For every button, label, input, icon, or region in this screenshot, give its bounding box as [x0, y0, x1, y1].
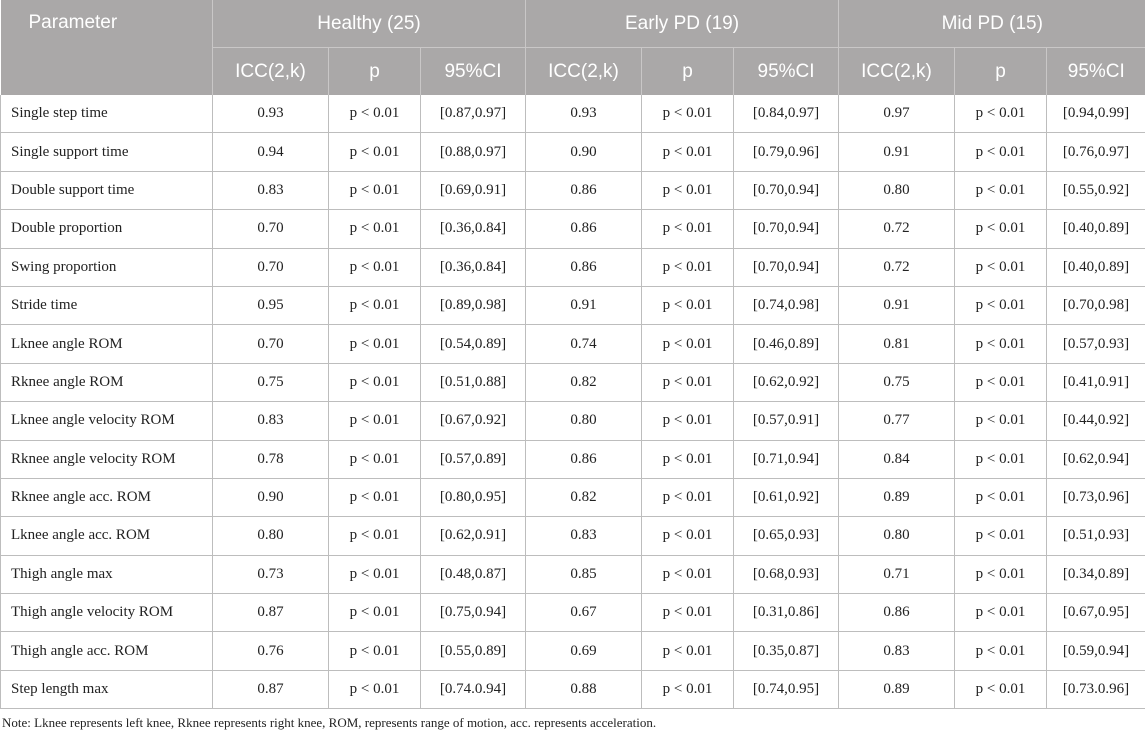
cell-icc: 0.83: [839, 632, 955, 670]
cell-p-value: p < 0.01: [642, 248, 734, 286]
table-header: [1, 0, 1145, 95]
cell-p-value: p < 0.01: [955, 555, 1047, 593]
cell-ci: [0.55,0.92]: [1047, 171, 1145, 209]
cell-icc: 0.80: [839, 171, 955, 209]
cell-p-value: p < 0.01: [329, 670, 421, 708]
cell-p-value: p < 0.01: [955, 632, 1047, 670]
cell-ci: [0.61,0.92]: [734, 478, 839, 516]
cell-ci: [0.57,0.93]: [1047, 325, 1145, 363]
cell-ci: [0.34,0.89]: [1047, 555, 1145, 593]
cell-icc: 0.85: [526, 555, 642, 593]
cell-icc: 0.88: [526, 670, 642, 708]
cell-icc: 0.90: [526, 133, 642, 171]
cell-p-value: p < 0.01: [329, 286, 421, 324]
cell-p-value: p < 0.01: [329, 171, 421, 209]
cell-ci: [0.36,0.84]: [421, 248, 526, 286]
row-parameter: Thigh angle velocity ROM: [1, 594, 213, 632]
cell-ci: [0.70,0.94]: [734, 210, 839, 248]
cell-ci: [0.68,0.93]: [734, 555, 839, 593]
header-ci: 95%CI: [421, 48, 526, 96]
cell-ci: [0.84,0.97]: [734, 95, 839, 133]
cell-icc: 0.86: [526, 171, 642, 209]
header-p: p: [955, 48, 1047, 96]
header-group-healthy: Healthy (25): [213, 0, 526, 48]
cell-icc: 0.83: [526, 517, 642, 555]
cell-p-value: p < 0.01: [329, 517, 421, 555]
cell-ci: [0.65,0.93]: [734, 517, 839, 555]
row-parameter: Rknee angle ROM: [1, 363, 213, 401]
cell-p-value: p < 0.01: [329, 133, 421, 171]
cell-ci: [0.89,0.98]: [421, 286, 526, 324]
cell-icc: 0.87: [213, 594, 329, 632]
cell-p-value: p < 0.01: [329, 325, 421, 363]
cell-ci: [0.76,0.97]: [1047, 133, 1145, 171]
cell-p-value: p < 0.01: [642, 632, 734, 670]
cell-icc: 0.89: [839, 478, 955, 516]
cell-icc: 0.75: [213, 363, 329, 401]
table-row: [1, 286, 1145, 324]
cell-icc: 0.83: [213, 171, 329, 209]
cell-ci: [0.62,0.91]: [421, 517, 526, 555]
header-ci: 95%CI: [1047, 48, 1145, 96]
cell-p-value: p < 0.01: [329, 248, 421, 286]
cell-icc: 0.76: [213, 632, 329, 670]
cell-icc: 0.71: [839, 555, 955, 593]
cell-ci: [0.94,0.99]: [1047, 95, 1145, 133]
cell-icc: 0.83: [213, 402, 329, 440]
cell-icc: 0.91: [526, 286, 642, 324]
header-icc: ICC(2,k): [526, 48, 642, 96]
cell-icc: 0.78: [213, 440, 329, 478]
cell-p-value: p < 0.01: [329, 632, 421, 670]
cell-icc: 0.82: [526, 478, 642, 516]
table-row: [1, 555, 1145, 593]
cell-ci: [0.40,0.89]: [1047, 248, 1145, 286]
cell-icc: 0.89: [839, 670, 955, 708]
cell-icc: 0.70: [213, 248, 329, 286]
cell-p-value: p < 0.01: [642, 171, 734, 209]
cell-ci: [0.55,0.89]: [421, 632, 526, 670]
table-row: [1, 478, 1145, 516]
table-row: [1, 670, 1145, 708]
table-row: [1, 594, 1145, 632]
table-note: Note: Lknee represents left knee, Rknee represents right knee, ROM, represents range of motion, acc. represents acceleration.: [2, 715, 657, 730]
cell-p-value: p < 0.01: [955, 478, 1047, 516]
cell-icc: 0.91: [839, 133, 955, 171]
cell-icc: 0.80: [526, 402, 642, 440]
cell-ci: [0.70,0.94]: [734, 248, 839, 286]
cell-ci: [0.67,0.92]: [421, 402, 526, 440]
row-parameter: Single step time: [1, 95, 213, 133]
header-parameter: Parameter: [1, 0, 213, 95]
cell-p-value: p < 0.01: [642, 210, 734, 248]
cell-icc: 0.87: [213, 670, 329, 708]
cell-icc: 0.70: [213, 325, 329, 363]
header-icc: ICC(2,k): [839, 48, 955, 96]
cell-p-value: p < 0.01: [329, 440, 421, 478]
cell-ci: [0.48,0.87]: [421, 555, 526, 593]
cell-p-value: p < 0.01: [642, 363, 734, 401]
cell-p-value: p < 0.01: [955, 210, 1047, 248]
table-body: [1, 95, 1145, 709]
cell-p-value: p < 0.01: [955, 248, 1047, 286]
row-parameter: Lknee angle acc. ROM: [1, 517, 213, 555]
cell-ci: [0.51,0.88]: [421, 363, 526, 401]
cell-p-value: p < 0.01: [642, 440, 734, 478]
row-parameter: Step length max: [1, 670, 213, 708]
cell-ci: [0.70,0.94]: [734, 171, 839, 209]
row-parameter: Single support time: [1, 133, 213, 171]
row-parameter: Rknee angle acc. ROM: [1, 478, 213, 516]
row-parameter: Lknee angle ROM: [1, 325, 213, 363]
cell-p-value: p < 0.01: [955, 286, 1047, 324]
cell-icc: 0.80: [839, 517, 955, 555]
cell-icc: 0.70: [213, 210, 329, 248]
cell-p-value: p < 0.01: [642, 594, 734, 632]
cell-icc: 0.75: [839, 363, 955, 401]
cell-ci: [0.75,0.94]: [421, 594, 526, 632]
row-parameter: Thigh angle max: [1, 555, 213, 593]
cell-p-value: p < 0.01: [642, 670, 734, 708]
cell-p-value: p < 0.01: [642, 133, 734, 171]
header-p: p: [642, 48, 734, 96]
cell-icc: 0.84: [839, 440, 955, 478]
cell-icc: 0.72: [839, 210, 955, 248]
cell-ci: [0.54,0.89]: [421, 325, 526, 363]
cell-ci: [0.57,0.91]: [734, 402, 839, 440]
cell-p-value: p < 0.01: [329, 363, 421, 401]
cell-ci: [0.31,0.86]: [734, 594, 839, 632]
cell-ci: [0.62,0.92]: [734, 363, 839, 401]
cell-ci: [0.59,0.94]: [1047, 632, 1145, 670]
cell-icc: 0.77: [839, 402, 955, 440]
cell-p-value: p < 0.01: [329, 594, 421, 632]
cell-p-value: p < 0.01: [642, 95, 734, 133]
cell-ci: [0.67,0.95]: [1047, 594, 1145, 632]
cell-p-value: p < 0.01: [329, 402, 421, 440]
cell-icc: 0.86: [839, 594, 955, 632]
cell-ci: [0.46,0.89]: [734, 325, 839, 363]
cell-p-value: p < 0.01: [955, 133, 1047, 171]
cell-ci: [0.80,0.95]: [421, 478, 526, 516]
cell-p-value: p < 0.01: [955, 670, 1047, 708]
cell-icc: 0.97: [839, 95, 955, 133]
cell-ci: [0.41,0.91]: [1047, 363, 1145, 401]
cell-p-value: p < 0.01: [955, 402, 1047, 440]
cell-p-value: p < 0.01: [955, 594, 1047, 632]
cell-p-value: p < 0.01: [642, 286, 734, 324]
cell-icc: 0.81: [839, 325, 955, 363]
cell-ci: [0.44,0.92]: [1047, 402, 1145, 440]
cell-p-value: p < 0.01: [642, 517, 734, 555]
cell-icc: 0.90: [213, 478, 329, 516]
header-group-mid-pd: Mid PD (15): [839, 0, 1145, 48]
cell-icc: 0.74: [526, 325, 642, 363]
table-row: [1, 363, 1145, 401]
cell-icc: 0.80: [213, 517, 329, 555]
row-parameter: Double proportion: [1, 210, 213, 248]
cell-p-value: p < 0.01: [329, 210, 421, 248]
cell-p-value: p < 0.01: [955, 95, 1047, 133]
row-parameter: Stride time: [1, 286, 213, 324]
row-parameter: Double support time: [1, 171, 213, 209]
cell-icc: 0.93: [213, 95, 329, 133]
cell-icc: 0.86: [526, 248, 642, 286]
cell-p-value: p < 0.01: [329, 95, 421, 133]
cell-ci: [0.57,0.89]: [421, 440, 526, 478]
cell-ci: [0.74,0.98]: [734, 286, 839, 324]
row-parameter: Swing proportion: [1, 248, 213, 286]
cell-ci: [0.36,0.84]: [421, 210, 526, 248]
table-row: [1, 402, 1145, 440]
header-ci: 95%CI: [734, 48, 839, 96]
cell-p-value: p < 0.01: [955, 440, 1047, 478]
cell-icc: 0.73: [213, 555, 329, 593]
row-parameter: Rknee angle velocity ROM: [1, 440, 213, 478]
cell-ci: [0.74.0.94]: [421, 670, 526, 708]
table-row: [1, 632, 1145, 670]
table-row: [1, 95, 1145, 133]
table-row: [1, 248, 1145, 286]
cell-p-value: p < 0.01: [642, 402, 734, 440]
cell-p-value: p < 0.01: [955, 171, 1047, 209]
cell-p-value: p < 0.01: [642, 478, 734, 516]
cell-ci: [0.35,0.87]: [734, 632, 839, 670]
cell-p-value: p < 0.01: [955, 363, 1047, 401]
cell-icc: 0.72: [839, 248, 955, 286]
cell-ci: [0.51,0.93]: [1047, 517, 1145, 555]
cell-ci: [0.87,0.97]: [421, 95, 526, 133]
cell-ci: [0.62,0.94]: [1047, 440, 1145, 478]
cell-ci: [0.73.0.96]: [1047, 670, 1145, 708]
table-row: [1, 171, 1145, 209]
cell-ci: [0.74,0.95]: [734, 670, 839, 708]
cell-ci: [0.73,0.96]: [1047, 478, 1145, 516]
cell-ci: [0.79,0.96]: [734, 133, 839, 171]
cell-icc: 0.86: [526, 210, 642, 248]
table-row: [1, 517, 1145, 555]
cell-ci: [0.71,0.94]: [734, 440, 839, 478]
cell-p-value: p < 0.01: [329, 478, 421, 516]
cell-p-value: p < 0.01: [642, 555, 734, 593]
table-row: [1, 210, 1145, 248]
cell-icc: 0.86: [526, 440, 642, 478]
cell-icc: 0.91: [839, 286, 955, 324]
cell-icc: 0.82: [526, 363, 642, 401]
cell-p-value: p < 0.01: [955, 325, 1047, 363]
row-parameter: Thigh angle acc. ROM: [1, 632, 213, 670]
header-group-early-pd: Early PD (19): [526, 0, 839, 48]
cell-ci: [0.70,0.98]: [1047, 286, 1145, 324]
cell-ci: [0.69,0.91]: [421, 171, 526, 209]
table-row: [1, 440, 1145, 478]
cell-p-value: p < 0.01: [329, 555, 421, 593]
cell-icc: 0.69: [526, 632, 642, 670]
cell-p-value: p < 0.01: [955, 517, 1047, 555]
table-row: [1, 325, 1145, 363]
header-p: p: [329, 48, 421, 96]
table-row: [1, 133, 1145, 171]
cell-icc: 0.93: [526, 95, 642, 133]
cell-icc: 0.94: [213, 133, 329, 171]
cell-icc: 0.67: [526, 594, 642, 632]
cell-icc: 0.95: [213, 286, 329, 324]
header-icc: ICC(2,k): [213, 48, 329, 96]
cell-ci: [0.88,0.97]: [421, 133, 526, 171]
cell-p-value: p < 0.01: [642, 325, 734, 363]
row-parameter: Lknee angle velocity ROM: [1, 402, 213, 440]
cell-ci: [0.40,0.89]: [1047, 210, 1145, 248]
